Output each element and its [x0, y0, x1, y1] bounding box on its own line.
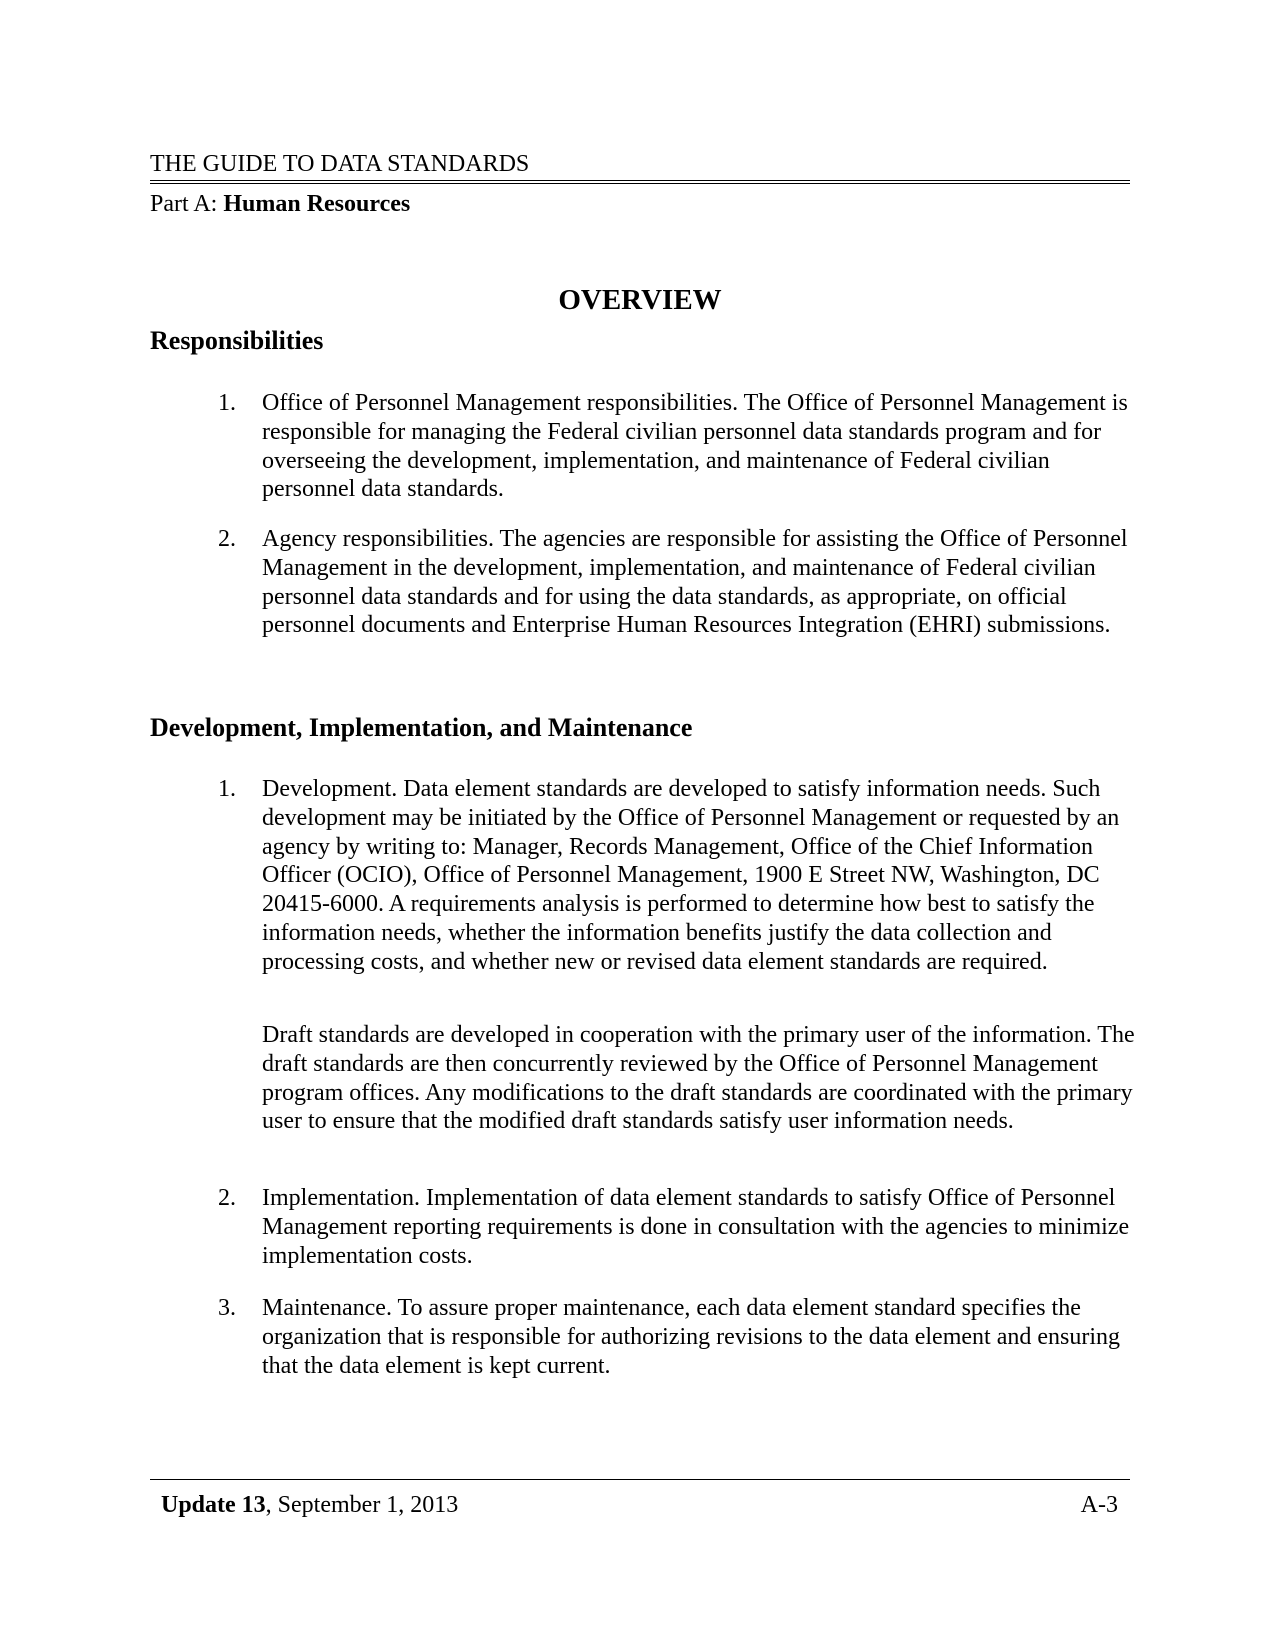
update-date: , September 1, 2013 [265, 1492, 459, 1518]
update-label: Update 13 [161, 1492, 266, 1518]
section-heading-development: Development, Implementation, and Maintenance [150, 713, 693, 742]
list-text: Development. Data element standards are developed to satisfy information needs. Such development may be initiated by the Office of Personnel Management or requested by an agency by writing to: Manager, Records Management, Office of the Chief Information Officer (OCIO), Office of Personnel Management, 1900 E Street NW, Washington, DC 20415-6000. A requirements analysis is performed to determine how best to satisfy the information needs, whether the information benefits justify the data collection and processing costs, and whether new or revised data element standards are required. [262, 776, 1120, 975]
section-heading-responsibilities: Responsibilities [150, 326, 324, 355]
part-prefix: Part A: [150, 191, 224, 217]
running-header: THE GUIDE TO DATA STANDARDS [150, 151, 530, 177]
page-title: OVERVIEW [558, 284, 722, 316]
list-number: 2. [218, 526, 236, 552]
list-number: 2. [218, 1185, 236, 1211]
list-text: Implementation. Implementation of data element standards to satisfy Office of Personnel Management reporting requirements is done in consultation with the agencies to minimize implementation costs. [262, 1185, 1130, 1269]
list-number: 3. [218, 1295, 236, 1321]
list-text: Agency responsibilities. The agencies are responsible for assisting the Office of Personnel Management in the development, implementation, and maintenance of Federal civilian personnel data standards and for using the data standards, as appropriate, on official personnel documents and Enterprise Human Resources Integration (EHRI) submissions. [262, 526, 1128, 639]
page-number: A-3 [1080, 1492, 1118, 1518]
list-text: Maintenance. To assure proper maintenance, each data element standard specifies the organization that is responsible for authorizing revisions to the data element and ensuring that the data element is kept current. [262, 1295, 1120, 1379]
footer-update [161, 1491, 458, 1519]
draft-standards-paragraph: Draft standards are developed in cooperation with the primary user of the information. The draft standards are then concurrently reviewed by the Office of Personnel Management program offices. Any modifications to the draft standards are coordinated with the primary user to ensure that the modified draft standards satisfy user information needs. [262, 1022, 1135, 1135]
part-name: Human Resources [223, 191, 411, 217]
footer-rule [150, 1479, 1130, 1480]
list-number: 1. [218, 776, 236, 802]
list-number: 1. [218, 390, 236, 416]
part-line [150, 190, 410, 218]
header-rule [150, 180, 1130, 184]
list-text: Office of Personnel Management responsibilities. The Office of Personnel Management is responsible for managing the Federal civilian personnel data standards program and for overseeing the development, implementation, and maintenance of Federal civilian personnel data standards. [262, 390, 1128, 503]
